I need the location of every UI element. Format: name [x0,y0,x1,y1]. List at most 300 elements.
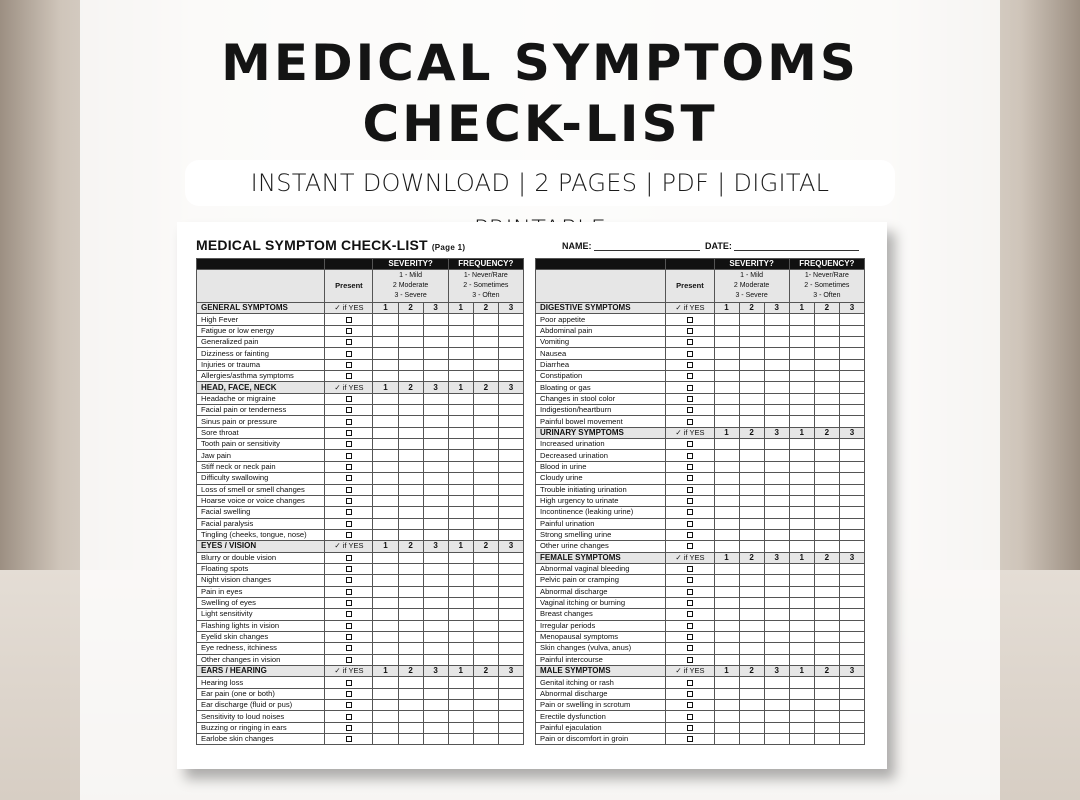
severity-cell[interactable] [714,620,739,631]
frequency-cell[interactable] [839,325,864,336]
frequency-cell[interactable] [789,654,814,665]
present-checkbox[interactable] [687,498,693,504]
frequency-cell[interactable] [448,507,473,518]
severity-cell[interactable] [714,631,739,642]
frequency-cell[interactable] [839,473,864,484]
frequency-cell[interactable] [498,688,523,699]
severity-cell[interactable] [764,416,789,427]
frequency-cell[interactable] [498,348,523,359]
frequency-cell[interactable] [448,609,473,620]
frequency-cell[interactable] [814,620,839,631]
severity-cell[interactable] [373,722,398,733]
severity-cell[interactable] [423,518,448,529]
severity-cell[interactable] [739,382,764,393]
frequency-cell[interactable] [789,405,814,416]
severity-cell[interactable] [714,575,739,586]
frequency-cell[interactable] [839,734,864,745]
frequency-cell[interactable] [473,700,498,711]
severity-cell[interactable] [373,586,398,597]
frequency-cell[interactable] [448,348,473,359]
frequency-cell[interactable] [839,495,864,506]
severity-cell[interactable] [764,700,789,711]
severity-cell[interactable] [764,688,789,699]
severity-cell[interactable] [423,529,448,540]
severity-cell[interactable] [423,337,448,348]
frequency-cell[interactable] [814,507,839,518]
frequency-cell[interactable] [839,529,864,540]
frequency-cell[interactable] [839,439,864,450]
frequency-cell[interactable] [814,722,839,733]
present-checkbox[interactable] [346,680,352,686]
severity-cell[interactable] [423,586,448,597]
frequency-cell[interactable] [473,722,498,733]
severity-cell[interactable] [714,507,739,518]
severity-cell[interactable] [373,552,398,563]
frequency-cell[interactable] [789,711,814,722]
severity-cell[interactable] [423,461,448,472]
present-checkbox[interactable] [687,475,693,481]
frequency-cell[interactable] [498,631,523,642]
frequency-cell[interactable] [814,337,839,348]
severity-cell[interactable] [714,586,739,597]
frequency-cell[interactable] [839,484,864,495]
frequency-cell[interactable] [498,371,523,382]
severity-cell[interactable] [398,609,423,620]
present-checkbox[interactable] [346,657,352,663]
present-checkbox[interactable] [687,611,693,617]
frequency-cell[interactable] [814,586,839,597]
severity-cell[interactable] [373,484,398,495]
frequency-cell[interactable] [789,586,814,597]
severity-cell[interactable] [398,371,423,382]
frequency-cell[interactable] [839,507,864,518]
severity-cell[interactable] [423,631,448,642]
severity-cell[interactable] [398,325,423,336]
severity-cell[interactable] [739,348,764,359]
severity-cell[interactable] [764,507,789,518]
severity-cell[interactable] [373,427,398,438]
severity-cell[interactable] [373,597,398,608]
severity-cell[interactable] [398,529,423,540]
frequency-cell[interactable] [839,654,864,665]
severity-cell[interactable] [423,700,448,711]
frequency-cell[interactable] [789,688,814,699]
severity-cell[interactable] [714,734,739,745]
frequency-cell[interactable] [498,359,523,370]
frequency-cell[interactable] [789,416,814,427]
severity-cell[interactable] [739,337,764,348]
severity-cell[interactable] [373,734,398,745]
frequency-cell[interactable] [839,371,864,382]
severity-cell[interactable] [764,439,789,450]
frequency-cell[interactable] [498,484,523,495]
present-checkbox[interactable] [687,577,693,583]
severity-cell[interactable] [373,507,398,518]
frequency-cell[interactable] [814,359,839,370]
severity-cell[interactable] [764,734,789,745]
frequency-cell[interactable] [448,575,473,586]
severity-cell[interactable] [398,631,423,642]
frequency-cell[interactable] [839,677,864,688]
severity-cell[interactable] [398,722,423,733]
present-checkbox[interactable] [687,736,693,742]
frequency-cell[interactable] [498,405,523,416]
severity-cell[interactable] [714,337,739,348]
present-checkbox[interactable] [687,680,693,686]
severity-cell[interactable] [398,563,423,574]
severity-cell[interactable] [423,654,448,665]
severity-cell[interactable] [423,620,448,631]
frequency-cell[interactable] [448,393,473,404]
severity-cell[interactable] [714,495,739,506]
severity-cell[interactable] [398,507,423,518]
frequency-cell[interactable] [839,643,864,654]
severity-cell[interactable] [739,711,764,722]
frequency-cell[interactable] [473,439,498,450]
present-checkbox[interactable] [687,657,693,663]
severity-cell[interactable] [423,314,448,325]
severity-cell[interactable] [373,609,398,620]
present-checkbox[interactable] [687,385,693,391]
present-checkbox[interactable] [346,532,352,538]
severity-cell[interactable] [714,722,739,733]
frequency-cell[interactable] [839,359,864,370]
severity-cell[interactable] [714,461,739,472]
severity-cell[interactable] [398,711,423,722]
frequency-cell[interactable] [498,609,523,620]
frequency-cell[interactable] [839,711,864,722]
frequency-cell[interactable] [448,439,473,450]
frequency-cell[interactable] [448,461,473,472]
severity-cell[interactable] [764,631,789,642]
frequency-cell[interactable] [789,348,814,359]
frequency-cell[interactable] [498,700,523,711]
frequency-cell[interactable] [789,495,814,506]
frequency-cell[interactable] [839,461,864,472]
severity-cell[interactable] [423,495,448,506]
severity-cell[interactable] [423,609,448,620]
frequency-cell[interactable] [498,427,523,438]
frequency-cell[interactable] [789,314,814,325]
frequency-cell[interactable] [789,382,814,393]
frequency-cell[interactable] [473,461,498,472]
frequency-cell[interactable] [814,382,839,393]
severity-cell[interactable] [739,359,764,370]
severity-cell[interactable] [714,711,739,722]
frequency-cell[interactable] [814,450,839,461]
frequency-cell[interactable] [448,654,473,665]
frequency-cell[interactable] [839,541,864,552]
severity-cell[interactable] [739,416,764,427]
frequency-cell[interactable] [789,337,814,348]
frequency-cell[interactable] [814,518,839,529]
severity-cell[interactable] [764,597,789,608]
frequency-cell[interactable] [839,337,864,348]
frequency-cell[interactable] [448,597,473,608]
severity-cell[interactable] [764,563,789,574]
frequency-cell[interactable] [473,518,498,529]
severity-cell[interactable] [714,518,739,529]
frequency-cell[interactable] [839,416,864,427]
severity-cell[interactable] [714,450,739,461]
frequency-cell[interactable] [498,450,523,461]
severity-cell[interactable] [398,359,423,370]
severity-cell[interactable] [398,597,423,608]
severity-cell[interactable] [764,337,789,348]
frequency-cell[interactable] [448,484,473,495]
name-line[interactable] [594,242,700,251]
severity-cell[interactable] [398,405,423,416]
present-checkbox[interactable] [687,714,693,720]
present-checkbox[interactable] [687,362,693,368]
frequency-cell[interactable] [789,439,814,450]
frequency-cell[interactable] [473,631,498,642]
frequency-cell[interactable] [789,677,814,688]
frequency-cell[interactable] [814,416,839,427]
frequency-cell[interactable] [814,405,839,416]
frequency-cell[interactable] [473,597,498,608]
frequency-cell[interactable] [789,609,814,620]
severity-cell[interactable] [739,700,764,711]
severity-cell[interactable] [423,711,448,722]
severity-cell[interactable] [714,314,739,325]
name-field[interactable] [562,241,700,251]
frequency-cell[interactable] [473,427,498,438]
frequency-cell[interactable] [789,371,814,382]
severity-cell[interactable] [739,734,764,745]
severity-cell[interactable] [714,654,739,665]
frequency-cell[interactable] [839,688,864,699]
frequency-cell[interactable] [473,473,498,484]
severity-cell[interactable] [714,405,739,416]
frequency-cell[interactable] [498,563,523,574]
frequency-cell[interactable] [498,734,523,745]
frequency-cell[interactable] [448,529,473,540]
severity-cell[interactable] [714,473,739,484]
frequency-cell[interactable] [789,700,814,711]
present-checkbox[interactable] [346,577,352,583]
frequency-cell[interactable] [814,631,839,642]
present-checkbox[interactable] [346,736,352,742]
frequency-cell[interactable] [814,348,839,359]
frequency-cell[interactable] [839,575,864,586]
severity-cell[interactable] [373,518,398,529]
severity-cell[interactable] [764,473,789,484]
severity-cell[interactable] [373,643,398,654]
present-checkbox[interactable] [687,691,693,697]
frequency-cell[interactable] [473,643,498,654]
frequency-cell[interactable] [789,541,814,552]
severity-cell[interactable] [714,371,739,382]
severity-cell[interactable] [423,563,448,574]
present-checkbox[interactable] [346,634,352,640]
present-checkbox[interactable] [346,521,352,527]
frequency-cell[interactable] [839,348,864,359]
severity-cell[interactable] [373,620,398,631]
severity-cell[interactable] [764,325,789,336]
severity-cell[interactable] [739,688,764,699]
severity-cell[interactable] [764,722,789,733]
severity-cell[interactable] [739,507,764,518]
frequency-cell[interactable] [498,416,523,427]
frequency-cell[interactable] [448,552,473,563]
present-checkbox[interactable] [687,645,693,651]
frequency-cell[interactable] [498,461,523,472]
frequency-cell[interactable] [814,654,839,665]
frequency-cell[interactable] [498,507,523,518]
severity-cell[interactable] [714,325,739,336]
frequency-cell[interactable] [789,518,814,529]
severity-cell[interactable] [714,529,739,540]
frequency-cell[interactable] [473,393,498,404]
frequency-cell[interactable] [839,700,864,711]
frequency-cell[interactable] [814,439,839,450]
severity-cell[interactable] [423,450,448,461]
severity-cell[interactable] [739,484,764,495]
frequency-cell[interactable] [448,711,473,722]
severity-cell[interactable] [714,484,739,495]
severity-cell[interactable] [739,575,764,586]
severity-cell[interactable] [764,609,789,620]
severity-cell[interactable] [373,393,398,404]
severity-cell[interactable] [423,507,448,518]
severity-cell[interactable] [714,541,739,552]
severity-cell[interactable] [398,461,423,472]
frequency-cell[interactable] [839,620,864,631]
severity-cell[interactable] [739,597,764,608]
present-checkbox[interactable] [346,509,352,515]
severity-cell[interactable] [764,711,789,722]
severity-cell[interactable] [398,734,423,745]
severity-cell[interactable] [373,337,398,348]
present-checkbox[interactable] [346,589,352,595]
severity-cell[interactable] [373,473,398,484]
severity-cell[interactable] [714,677,739,688]
severity-cell[interactable] [398,337,423,348]
frequency-cell[interactable] [839,586,864,597]
severity-cell[interactable] [373,439,398,450]
frequency-cell[interactable] [448,700,473,711]
severity-cell[interactable] [423,597,448,608]
frequency-cell[interactable] [814,688,839,699]
severity-cell[interactable] [714,700,739,711]
frequency-cell[interactable] [448,643,473,654]
frequency-cell[interactable] [789,722,814,733]
severity-cell[interactable] [423,734,448,745]
severity-cell[interactable] [714,563,739,574]
frequency-cell[interactable] [789,461,814,472]
frequency-cell[interactable] [498,337,523,348]
severity-cell[interactable] [739,631,764,642]
severity-cell[interactable] [739,722,764,733]
frequency-cell[interactable] [814,700,839,711]
frequency-cell[interactable] [814,597,839,608]
severity-cell[interactable] [714,416,739,427]
present-checkbox[interactable] [346,702,352,708]
frequency-cell[interactable] [814,609,839,620]
severity-cell[interactable] [373,314,398,325]
frequency-cell[interactable] [473,609,498,620]
frequency-cell[interactable] [473,495,498,506]
severity-cell[interactable] [373,654,398,665]
frequency-cell[interactable] [814,529,839,540]
severity-cell[interactable] [423,677,448,688]
severity-cell[interactable] [764,461,789,472]
severity-cell[interactable] [398,314,423,325]
present-checkbox[interactable] [346,555,352,561]
severity-cell[interactable] [764,518,789,529]
date-field[interactable] [705,241,859,251]
frequency-cell[interactable] [814,575,839,586]
frequency-cell[interactable] [814,325,839,336]
frequency-cell[interactable] [498,518,523,529]
frequency-cell[interactable] [789,643,814,654]
severity-cell[interactable] [714,348,739,359]
severity-cell[interactable] [764,643,789,654]
frequency-cell[interactable] [473,359,498,370]
frequency-cell[interactable] [473,552,498,563]
severity-cell[interactable] [398,575,423,586]
severity-cell[interactable] [739,393,764,404]
frequency-cell[interactable] [448,518,473,529]
present-checkbox[interactable] [687,339,693,345]
severity-cell[interactable] [739,371,764,382]
frequency-cell[interactable] [498,711,523,722]
present-checkbox[interactable] [687,396,693,402]
severity-cell[interactable] [764,348,789,359]
frequency-cell[interactable] [498,552,523,563]
severity-cell[interactable] [764,620,789,631]
frequency-cell[interactable] [448,405,473,416]
severity-cell[interactable] [739,563,764,574]
frequency-cell[interactable] [789,734,814,745]
frequency-cell[interactable] [839,405,864,416]
frequency-cell[interactable] [448,563,473,574]
severity-cell[interactable] [398,677,423,688]
frequency-cell[interactable] [473,337,498,348]
severity-cell[interactable] [423,371,448,382]
frequency-cell[interactable] [498,439,523,450]
frequency-cell[interactable] [814,677,839,688]
severity-cell[interactable] [714,439,739,450]
severity-cell[interactable] [739,473,764,484]
severity-cell[interactable] [423,688,448,699]
frequency-cell[interactable] [448,325,473,336]
severity-cell[interactable] [373,575,398,586]
present-checkbox[interactable] [687,441,693,447]
present-checkbox[interactable] [346,441,352,447]
severity-cell[interactable] [373,405,398,416]
severity-cell[interactable] [764,484,789,495]
severity-cell[interactable] [714,359,739,370]
frequency-cell[interactable] [789,631,814,642]
severity-cell[interactable] [739,405,764,416]
severity-cell[interactable] [423,439,448,450]
severity-cell[interactable] [764,575,789,586]
present-checkbox[interactable] [346,419,352,425]
frequency-cell[interactable] [789,450,814,461]
frequency-cell[interactable] [839,563,864,574]
frequency-cell[interactable] [498,586,523,597]
frequency-cell[interactable] [498,314,523,325]
frequency-cell[interactable] [839,314,864,325]
frequency-cell[interactable] [839,450,864,461]
frequency-cell[interactable] [473,654,498,665]
severity-cell[interactable] [423,575,448,586]
frequency-cell[interactable] [814,461,839,472]
frequency-cell[interactable] [473,677,498,688]
severity-cell[interactable] [398,700,423,711]
